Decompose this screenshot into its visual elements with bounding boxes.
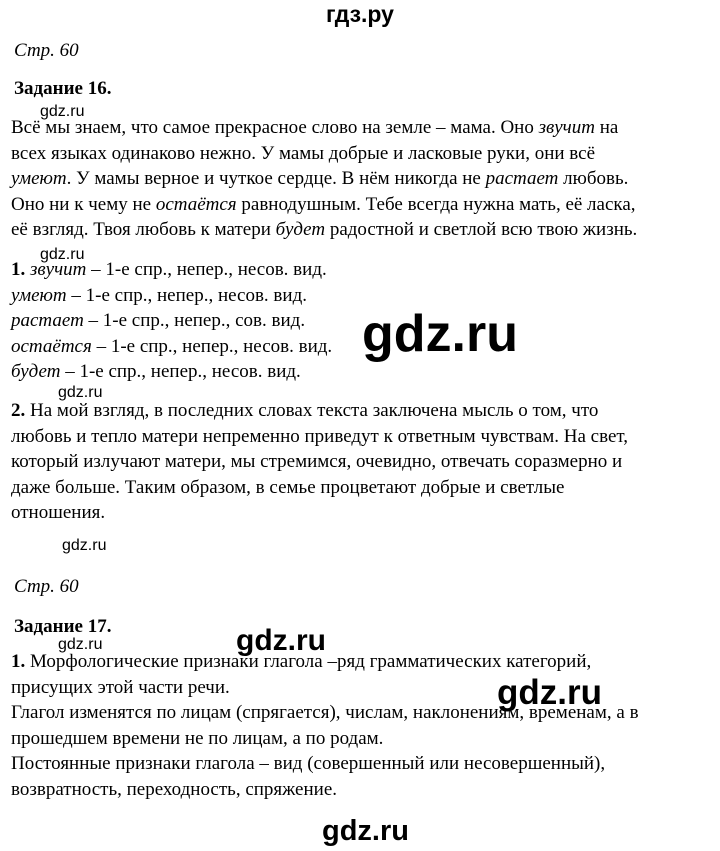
watermark-large: gdz.ru [497,673,602,712]
watermark-large: gdz.ru [322,815,409,847]
task-title: Задание 16. [14,78,112,99]
task-17-answer: 1. Морфологические признаки глагола –ряд грамматических категорий, присущих этой части речи. Глагол изменятся по лицам (спрягается), числам, наклонениям, временам, а в прошедшем времени не по лицам, а по родам. Постоянные признаки глагола – вид (совершенный или несовершенный), возвратность, переходность, спряжение. [11,651,639,800]
watermark: gdz.ru [58,384,103,401]
watermark: gdz.ru [62,537,107,554]
answer-1-list [11,257,711,385]
watermark-large: gdz.ru [236,624,326,657]
answer-row: 1. звучит – 1-е спр., непер., несов. вид. [11,259,327,280]
task-text: Всё мы знаем, что самое прекрасное слово на земле – мама. Оно звучит на всех языках одинаково нежно. У мамы добрые и ласковые руки, они всё умеют. У мамы верное и чуткое сердце. В нём никогда не растает любовь. Оно ни к чему не остаётся равнодушным. Тебе всегда нужна мать, её ласка, её взгляд. Твоя любовь к матери будет радостной и светлой всю твою жизнь. [11,117,638,240]
page-reference: Стр. 60 [14,40,79,61]
answer-row: будет – 1-е спр., непер., несов. вид. [11,361,301,382]
answer-row: растает – 1-е спр., непер., сов. вид. [11,310,306,331]
watermark: gdz.ru [40,246,85,263]
watermark: gdz.ru [40,103,85,120]
page-reference: Стр. 60 [14,576,79,597]
answer-row: умеют – 1-е спр., непер., несов. вид. [11,284,307,306]
answer-2-text: 2. На мой взгляд, в последних словах текста заключена мысль о том, что любовь и тепло матери непременно приведут к ответным чувствам. На свет, который излучают матери, мы стремимся, очевидно, отвечать соразмерно и даже больше. Таким образом, в семье процветают добрые и светлые отношения. [11,400,629,523]
task-title: Задание 17. [14,616,112,637]
watermark-large: gdz.ru [362,305,518,363]
watermark: gdz.ru [58,636,103,653]
site-header: гдз.ру [326,1,394,27]
answer-row: остаётся – 1-е спр., непер., несов. вид. [11,335,333,357]
